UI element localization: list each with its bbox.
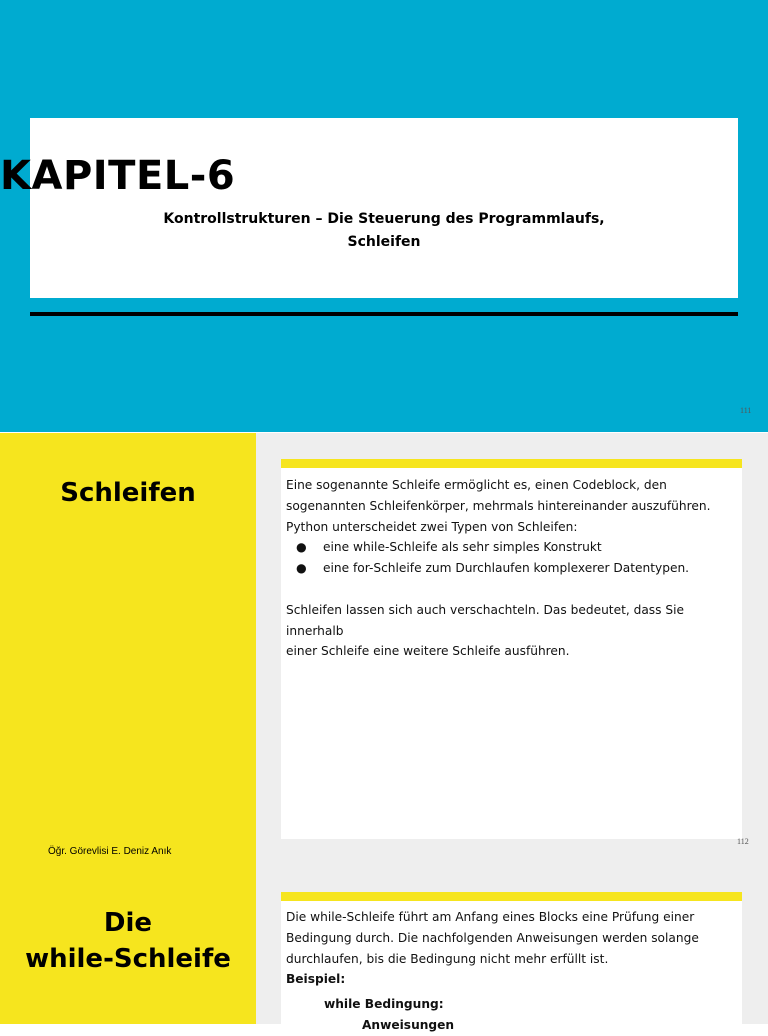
list-item-text: eine while-Schleife als sehr simples Konstrukt xyxy=(323,540,602,555)
title-slide xyxy=(0,0,768,432)
content-card xyxy=(281,892,742,1032)
paragraph-line: Bedingung durch. Die nachfolgenden Anweisungen werden solange xyxy=(286,930,699,945)
card-text xyxy=(286,475,734,662)
page-number: 112 xyxy=(737,837,749,846)
section-title-line2: while-Schleife xyxy=(25,944,231,974)
chapter-subtitle-line1: Kontrollstrukturen – Die Steuerung des Programmlaufs, xyxy=(163,211,605,227)
paragraph-line: Die while-Schleife führt am Anfang eines Blocks eine Prüfung einer xyxy=(286,910,695,924)
code-line: Anweisungen xyxy=(362,1017,455,1032)
paragraph-line: sogenannten Schleifenkörper, mehrmals hintereinander auszuführen. xyxy=(286,498,711,513)
list-item xyxy=(286,537,734,558)
left-panel xyxy=(0,433,256,857)
card-text xyxy=(286,907,734,1036)
author-credit: Öğr. Görevlisi E. Deniz Anık xyxy=(48,846,172,857)
bullet-icon: ● xyxy=(296,540,307,555)
bullet-list xyxy=(286,537,734,579)
paragraph-line: durchlaufen, bis die Bedingung nicht mehr erfüllt ist. xyxy=(286,951,609,966)
list-item-text: eine for-Schleife zum Durchlaufen komplexerer Datentypen. xyxy=(323,561,690,576)
section-title-line1: Die xyxy=(103,908,153,938)
chapter-subtitle xyxy=(0,208,768,254)
content-card xyxy=(281,459,742,839)
section-title xyxy=(0,905,256,977)
left-panel xyxy=(0,857,256,1024)
example-label: Beispiel: xyxy=(286,972,346,987)
code-line: while Bedingung: xyxy=(324,997,444,1012)
section-title: Schleifen xyxy=(60,478,196,508)
list-item xyxy=(286,558,734,579)
card-accent-bar xyxy=(281,892,742,901)
while-schleife-slide xyxy=(0,857,768,1032)
bullet-icon: ● xyxy=(296,561,307,576)
chapter-subtitle-line2: Schleifen xyxy=(347,234,421,250)
paragraph-line: Eine sogenannte Schleife ermöglicht es, einen Codeblock, den xyxy=(286,478,667,492)
paragraph-line: Python unterscheidet zwei Typen von Schleifen: xyxy=(286,519,578,534)
title-divider xyxy=(30,312,738,316)
page-number: 111 xyxy=(740,406,752,415)
paragraph-line: Schleifen lassen sich auch verschachteln. Das bedeutet, dass Sie innerhalb xyxy=(286,602,684,638)
paragraph-line: einer Schleife eine weitere Schleife ausführen. xyxy=(286,644,570,659)
spacer xyxy=(286,579,734,600)
schleifen-slide xyxy=(0,433,768,857)
card-accent-bar xyxy=(281,459,742,468)
chapter-title: KAPITEL-6 xyxy=(0,153,236,199)
